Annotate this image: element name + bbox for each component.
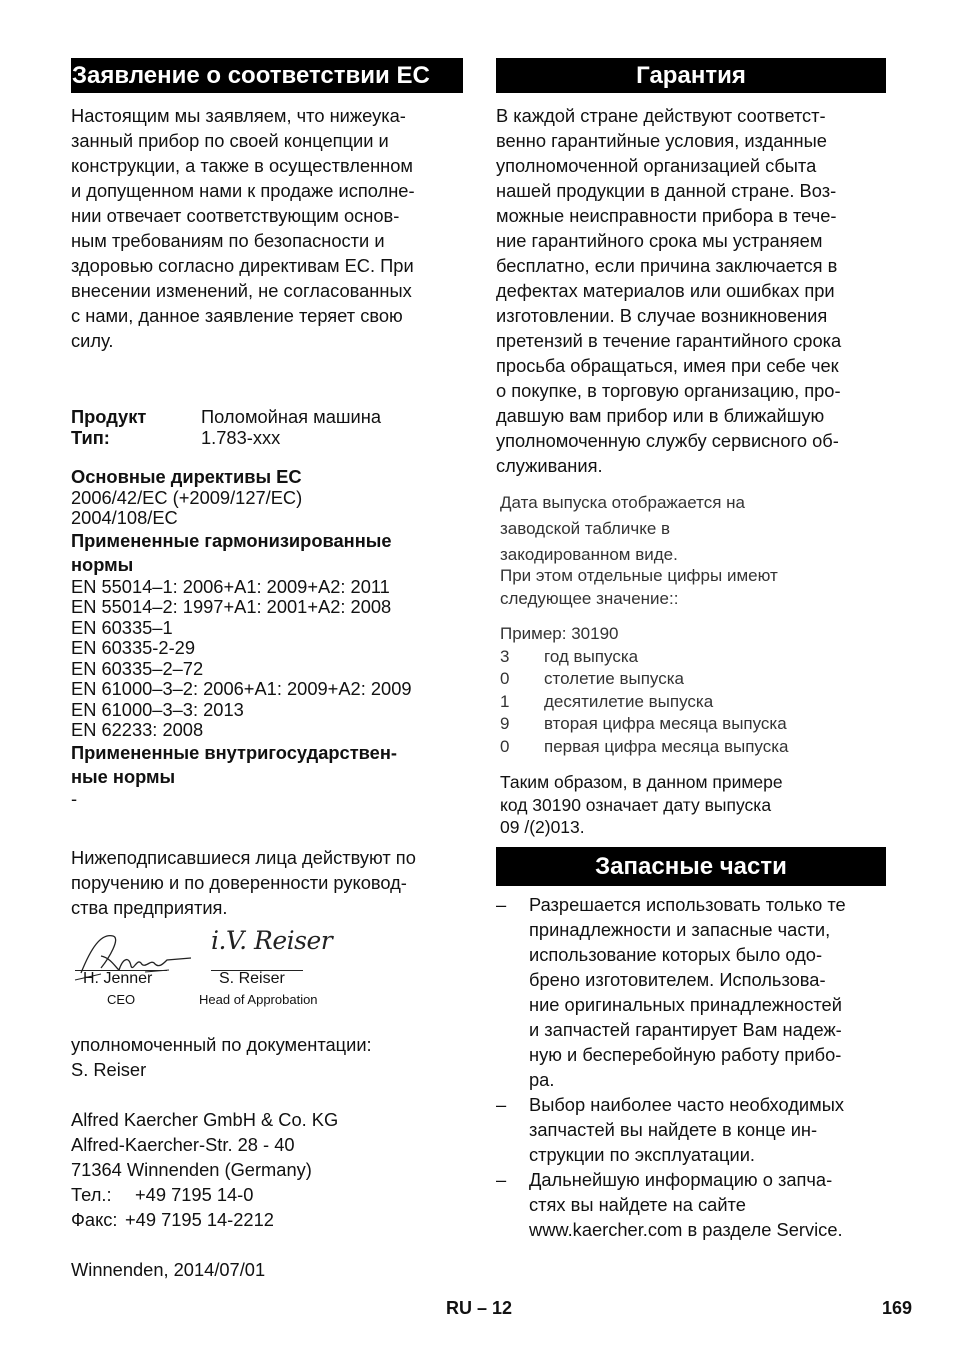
page-number: 169 — [881, 1298, 912, 1318]
type-value: 1.783-xxx — [201, 427, 281, 448]
list-item: – Разрешается использовать только те принадлежности и запасные части, использование которых было одо- брено изготовителем. Использова- ние оригинальных принадлежностей и запчастей гарантирует Вам надеж- ную и бесперебойную работу прибо- ра. — [496, 893, 846, 1090]
signer-title: Head of Approbation — [199, 992, 318, 1007]
company-address — [71, 1107, 463, 1232]
directive-item: 2006/42/EC (+2009/127/EC) — [71, 486, 303, 508]
signer-name: S. Reiser — [219, 970, 285, 987]
date-info: Дата выпуска отображается на заводской табличке в закодированном виде. — [500, 493, 745, 564]
intro-line: здоровью согласно директивам ЕС. При — [71, 255, 414, 276]
norm-item: EN 55014–1: 2006+A1: 2009+A2: 2011 — [71, 575, 390, 597]
directives-heading: Основные директивы ЕС — [71, 466, 302, 487]
signatures — [71, 928, 463, 1018]
digits-intro: При этом отдельные цифры имеют следующее значение:: — [500, 566, 778, 608]
harmonized-heading: Примененные гармонизированные нормы — [71, 529, 392, 575]
signatories-text: Нижеподписавшиеся лица действуют по поручению и по доверенности руковод- ства предприятия. — [71, 847, 416, 918]
dash-marker: – — [496, 1168, 507, 1190]
national-heading: Примененные внутригосударствен- ные нормы — [71, 741, 397, 787]
signature-reiser-image: i.V. Reiser — [211, 926, 333, 955]
left-column — [71, 58, 463, 1282]
company-street: Alfred-Kaercher-Str. 28 - 40 — [71, 1134, 295, 1155]
fax-row: Факс: +49 7195 14-2212 — [71, 1209, 274, 1230]
digit-row: 1 десятилетие выпуска — [500, 691, 714, 711]
intro-line: с нами, данное заявление теряет свою — [71, 305, 403, 326]
date-conclusion: Таким образом, в данном примере код 30190 означает дату выпуска 09 /(2)013. — [500, 772, 783, 837]
product-info — [71, 406, 463, 448]
norm-item: EN 60335-2-29 — [71, 637, 195, 658]
norm-item: EN 61000–3–2: 2006+A1: 2009+A2: 2009 — [71, 678, 412, 699]
intro-line: Настоящим мы заявляем, что нижеука- — [71, 105, 406, 126]
dash-marker: – — [496, 893, 507, 915]
warranty-heading: Гарантия — [496, 58, 886, 93]
digit-row: 9 вторая цифра месяца выпуска — [500, 714, 787, 733]
norm-item: EN 60335–2–72 — [71, 657, 204, 679]
date-code-example — [496, 623, 886, 758]
phone-row: Тел.: +49 7195 14-0 — [71, 1184, 254, 1205]
intro-line: ным требованиям по безопасности и — [71, 230, 385, 251]
norm-item: EN 60335–1 — [71, 616, 173, 638]
type-row — [71, 427, 463, 448]
digit-row: 0 первая цифра месяца выпуска — [500, 736, 789, 756]
list-item: – Выбор наиболее часто необходимых запчастей вы найдете в конце ин- струкции по эксплуатации. — [496, 1093, 844, 1165]
signer-title: CEO — [107, 992, 136, 1007]
list-item: – Дальнейшую информацию о запча- стях вы найдете на сайте www.kaercher.com в разделе Service. — [496, 1168, 843, 1240]
product-row — [71, 406, 463, 427]
company-city: 71364 Winnenden (Germany) — [71, 1159, 312, 1180]
intro-line: конструкции, а также в осуществленном — [71, 155, 413, 176]
intro-line: и допущенном нами к продаже исполне- — [71, 180, 415, 201]
declaration-intro — [71, 103, 463, 353]
doc-representative: уполномоченный по документации: S. Reiser — [71, 1034, 372, 1080]
directive-item: 2004/108/EC — [71, 507, 178, 528]
intro-line: силу. — [71, 330, 114, 351]
signer-name: H. Jenner — [83, 970, 153, 987]
national-value: - — [71, 787, 78, 809]
dash-marker: – — [496, 1093, 507, 1115]
digit-row: 3 год выпуска — [500, 646, 639, 666]
spare-parts-heading: Запасные части — [496, 847, 886, 886]
warranty-text: В каждой стране действуют соответст- венно гарантийные условия, изданные уполномоченной организацией сбыта нашей продукции в данной стране. Воз- можные неисправности прибора в тече- ние гарантийного срока мы устраняем бесплатно, если причина заключается в дефектах материалов или ошибках при изготовлении. В случае возникновения претензий в течение гарантийного срока просьба обращаться, имея при себе чек о покупке, в торговую организацию, про- давшую вам прибор или в ближайшую уполномоченную службу сервисного об- служивания. — [496, 105, 842, 476]
company-name: Alfred Kaercher GmbH & Co. KG — [71, 1109, 339, 1130]
spare-parts-list — [496, 892, 886, 1242]
type-label: Тип: — [71, 427, 110, 448]
product-label: Продукт — [71, 406, 147, 427]
directives-block — [71, 467, 463, 809]
norm-item: EN 62233: 2008 — [71, 719, 204, 740]
intro-line: занный прибор по своей концепции и — [71, 130, 389, 151]
product-value: Поломойная машина — [201, 406, 382, 427]
example-label: Пример: 30190 — [500, 624, 619, 643]
norm-item: EN 61000–3–3: 2013 — [71, 698, 244, 720]
intro-line: внесении изменений, не согласованных — [71, 280, 412, 301]
norm-item: EN 55014–2: 1997+A1: 2001+A2: 2008 — [71, 596, 392, 617]
place-date: Winnenden, 2014/07/01 — [71, 1259, 266, 1280]
footer-section: RU – 12 — [446, 1298, 513, 1318]
declaration-heading: Заявление о соответствии ЕС — [71, 58, 463, 93]
digit-row: 0 столетие выпуска — [500, 669, 684, 688]
right-column — [496, 58, 886, 1242]
intro-line: нии отвечает соответствующим основ- — [71, 205, 400, 226]
